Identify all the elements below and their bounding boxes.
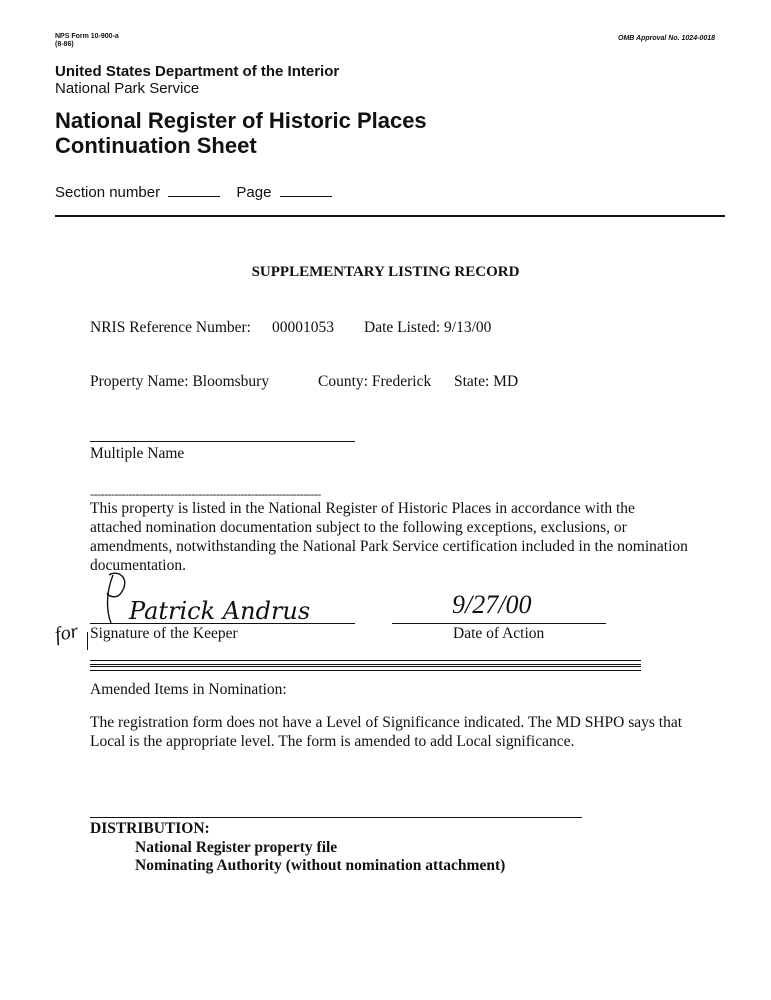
date-listed: Date Listed: 9/13/00	[364, 319, 492, 336]
omb-approval: OMB Approval No. 1024-0018	[618, 35, 715, 42]
signature-line	[90, 623, 355, 624]
form-date-text: (8-86)	[55, 41, 74, 48]
certification-statement: This property is listed in the National Register of Historic Places in accordance with the attached nomination documentation subject to the following exceptions, exclusions, or amendments, notwithstanding the National Park Service certification included in the nomination documentation.	[90, 500, 688, 574]
department-name: United States Department of the Interior	[55, 63, 340, 80]
signature-text: Patrick Andrus	[129, 597, 311, 625]
distribution-item: Nominating Authority (without nomination attachment)	[135, 857, 506, 874]
section-page-row	[55, 184, 332, 201]
distribution-label: DISTRIBUTION:	[90, 820, 210, 837]
header-rule	[55, 215, 725, 217]
page-number-field[interactable]	[280, 186, 332, 197]
multiple-name-label: Multiple Name	[90, 445, 185, 462]
action-date-handwritten: 9/27/00	[452, 590, 532, 619]
form-number-text: NPS Form 10-900-a	[55, 33, 119, 40]
double-rule-bottom	[90, 666, 641, 671]
form-number	[55, 33, 119, 49]
for-note: for	[52, 619, 81, 647]
date-of-action-label: Date of Action	[453, 625, 545, 642]
amended-items-label: Amended Items in Nomination:	[90, 681, 287, 698]
date-line	[392, 623, 606, 624]
page-subtitle: Continuation Sheet	[55, 133, 257, 158]
distribution-rule	[90, 817, 582, 818]
page-title: National Register of Historic Places	[55, 108, 427, 133]
dashed-separator: ------------------------------------------------------------------	[90, 487, 321, 501]
nris-value: 00001053	[272, 319, 334, 336]
for-tick	[87, 632, 88, 650]
nris-label: NRIS Reference Number:	[90, 319, 251, 336]
property-name: Property Name: Bloomsbury	[90, 373, 270, 390]
page-label: Page	[236, 184, 272, 201]
amended-items-text: The registration form does not have a Level of Significance indicated. The MD SHPO says that Local is the appropriate level. The form is amended to add Local significance.	[90, 714, 683, 750]
multiple-name-line	[90, 441, 355, 442]
section-number-label: Section number	[55, 184, 161, 201]
distribution-item: National Register property file	[135, 839, 338, 856]
state: State: MD	[454, 373, 519, 390]
section-number-field[interactable]	[168, 186, 220, 197]
agency-name: National Park Service	[55, 80, 200, 97]
record-heading: SUPPLEMENTARY LISTING RECORD	[251, 264, 520, 280]
keeper-signature	[95, 565, 311, 630]
county: County: Frederick	[318, 373, 432, 390]
double-rule-top	[90, 660, 641, 665]
signature-label: Signature of the Keeper	[90, 625, 238, 642]
